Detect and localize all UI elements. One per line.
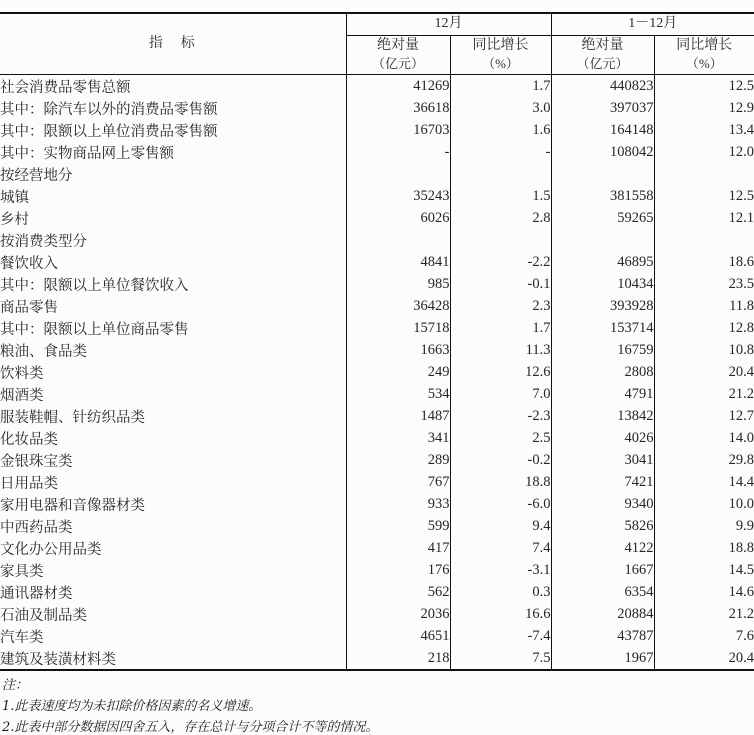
row-ytd-absolute-value: 4791 bbox=[551, 383, 654, 405]
row-ytd-absolute-value: 6354 bbox=[551, 581, 654, 603]
row-ytd-yoy-value: 12.5 bbox=[654, 185, 754, 207]
row-dec-yoy-value: 2.3 bbox=[450, 295, 551, 317]
retail-stats-table bbox=[0, 12, 754, 671]
table-header bbox=[0, 13, 754, 75]
row-dec-absolute-value: 36428 bbox=[346, 295, 450, 317]
row-ytd-absolute-value: 4026 bbox=[551, 427, 654, 449]
row-ytd-absolute-value: 2808 bbox=[551, 361, 654, 383]
row-ytd-yoy-value: 29.8 bbox=[654, 449, 754, 471]
row-indicator-label: 服装鞋帽、针纺织品类 bbox=[0, 409, 145, 426]
row-dec-yoy-value: 7.0 bbox=[450, 383, 551, 405]
row-ytd-yoy-value: 18.8 bbox=[654, 537, 754, 559]
row-ytd-yoy-value: 14.4 bbox=[654, 471, 754, 493]
header-abs-label: 绝对量 bbox=[581, 38, 624, 54]
row-dec-absolute-value: 4841 bbox=[346, 251, 450, 273]
row-dec-yoy-value: 7.5 bbox=[450, 647, 551, 670]
row-dec-yoy-value: 18.8 bbox=[450, 471, 551, 493]
row-dec-absolute-value: 16703 bbox=[346, 119, 450, 141]
row-dec-yoy-value: 16.6 bbox=[450, 603, 551, 625]
row-dec-absolute-value: 341 bbox=[346, 427, 450, 449]
table-row bbox=[0, 559, 754, 581]
table-row bbox=[0, 405, 754, 427]
row-indicator-label: 其中：除汽车以外的消费品零售额 bbox=[0, 101, 218, 118]
table-row bbox=[0, 603, 754, 625]
header-yoy-unit: （%） bbox=[685, 55, 723, 71]
row-dec-yoy-value bbox=[450, 163, 551, 185]
row-ytd-yoy-value: 14.5 bbox=[654, 559, 754, 581]
row-dec-absolute-value: 15718 bbox=[346, 317, 450, 339]
row-dec-yoy-value: 1.7 bbox=[450, 317, 551, 339]
row-ytd-yoy-value: 12.7 bbox=[654, 405, 754, 427]
row-ytd-absolute-value: 43787 bbox=[551, 625, 654, 647]
row-ytd-yoy-value: 10.8 bbox=[654, 339, 754, 361]
row-dec-yoy-value: -7.4 bbox=[450, 625, 551, 647]
row-indicator-label: 商品零售 bbox=[0, 299, 58, 316]
row-indicator-label: 文化办公用品类 bbox=[0, 541, 102, 558]
row-ytd-absolute-value: 10434 bbox=[551, 273, 654, 295]
row-ytd-yoy-value: 21.2 bbox=[654, 383, 754, 405]
row-dec-yoy-value: 1.7 bbox=[450, 75, 551, 98]
row-dec-yoy-value: 12.6 bbox=[450, 361, 551, 383]
row-dec-yoy-value: -2.3 bbox=[450, 405, 551, 427]
row-indicator-label: 家用电器和音像器材类 bbox=[0, 497, 145, 514]
header-abs-unit: （亿元） bbox=[371, 55, 424, 71]
row-indicator-label: 日用品类 bbox=[0, 475, 58, 492]
row-indicator-label: 按消费类型分 bbox=[0, 233, 87, 250]
header-dec-yoy bbox=[450, 36, 551, 75]
row-ytd-yoy-value: 20.4 bbox=[654, 361, 754, 383]
header-yoy-label: 同比增长 bbox=[472, 38, 529, 54]
row-ytd-absolute-value: 108042 bbox=[551, 141, 654, 163]
row-indicator-label: 按经营地分 bbox=[0, 167, 73, 184]
row-dec-absolute-value: 2036 bbox=[346, 603, 450, 625]
row-ytd-absolute-value: 7421 bbox=[551, 471, 654, 493]
header-group-december: 12月 bbox=[346, 13, 551, 36]
row-dec-yoy-value: -3.1 bbox=[450, 559, 551, 581]
row-ytd-absolute-value: 440823 bbox=[551, 75, 654, 98]
row-indicator-label: 饮料类 bbox=[0, 365, 44, 382]
header-yoy-unit: （%） bbox=[482, 55, 519, 71]
table-row bbox=[0, 317, 754, 339]
row-ytd-absolute-value: 46895 bbox=[551, 251, 654, 273]
row-indicator-label: 烟酒类 bbox=[0, 387, 44, 404]
row-dec-yoy-value: 2.5 bbox=[450, 427, 551, 449]
row-indicator-label: 石油及制品类 bbox=[0, 607, 87, 624]
row-ytd-yoy-value: 10.0 bbox=[654, 493, 754, 515]
table-row bbox=[0, 97, 754, 119]
row-ytd-absolute-value: 1967 bbox=[551, 647, 654, 670]
row-dec-yoy-value: 1.6 bbox=[450, 119, 551, 141]
header-abs-label: 绝对量 bbox=[377, 38, 419, 54]
row-indicator-label: 金银珠宝类 bbox=[0, 453, 73, 470]
row-ytd-yoy-value: 13.4 bbox=[654, 119, 754, 141]
row-indicator-label: 其中：实物商品网上零售额 bbox=[0, 145, 174, 162]
row-dec-yoy-value: -0.2 bbox=[450, 449, 551, 471]
row-ytd-yoy-value: 12.9 bbox=[654, 97, 754, 119]
row-ytd-yoy-value: 11.8 bbox=[654, 295, 754, 317]
row-indicator-label: 化妆品类 bbox=[0, 431, 58, 448]
row-dec-yoy-value: 2.8 bbox=[450, 207, 551, 229]
row-ytd-yoy-value: 23.5 bbox=[654, 273, 754, 295]
row-ytd-yoy-value: 12.0 bbox=[654, 141, 754, 163]
table-row bbox=[0, 427, 754, 449]
row-dec-yoy-value: -2.2 bbox=[450, 251, 551, 273]
row-ytd-absolute-value: 381558 bbox=[551, 185, 654, 207]
row-ytd-absolute-value: 9340 bbox=[551, 493, 654, 515]
row-ytd-absolute-value bbox=[551, 163, 654, 185]
row-dec-absolute-value: 6026 bbox=[346, 207, 450, 229]
row-dec-absolute-value: 933 bbox=[346, 493, 450, 515]
row-dec-absolute-value bbox=[346, 229, 450, 251]
row-ytd-absolute-value: 13842 bbox=[551, 405, 654, 427]
row-ytd-absolute-value bbox=[551, 229, 654, 251]
table-row bbox=[0, 185, 754, 207]
row-dec-yoy-value: -0.1 bbox=[450, 273, 551, 295]
notes-title: 注： bbox=[2, 678, 29, 693]
table-row bbox=[0, 537, 754, 559]
table-row bbox=[0, 515, 754, 537]
row-ytd-yoy-value: 12.8 bbox=[654, 317, 754, 339]
row-indicator-label: 餐饮收入 bbox=[0, 255, 58, 272]
header-yoy-label: 同比增长 bbox=[676, 38, 733, 54]
table-row bbox=[0, 119, 754, 141]
row-ytd-yoy-value: 7.6 bbox=[654, 625, 754, 647]
row-ytd-yoy-value: 21.2 bbox=[654, 603, 754, 625]
row-dec-yoy-value: 11.3 bbox=[450, 339, 551, 361]
row-dec-absolute-value: 1663 bbox=[346, 339, 450, 361]
row-dec-absolute-value: 562 bbox=[346, 581, 450, 603]
row-dec-yoy-value: 7.4 bbox=[450, 537, 551, 559]
table-row bbox=[0, 207, 754, 229]
row-ytd-absolute-value: 59265 bbox=[551, 207, 654, 229]
table-row bbox=[0, 383, 754, 405]
row-dec-absolute-value: 218 bbox=[346, 647, 450, 670]
row-ytd-absolute-value: 20884 bbox=[551, 603, 654, 625]
row-indicator-label: 粮油、食品类 bbox=[0, 343, 87, 360]
row-indicator-label: 乡村 bbox=[0, 211, 29, 228]
row-dec-yoy-value bbox=[450, 229, 551, 251]
table-row bbox=[0, 273, 754, 295]
table-row bbox=[0, 581, 754, 603]
row-ytd-absolute-value: 3041 bbox=[551, 449, 654, 471]
table-row bbox=[0, 493, 754, 515]
table-row bbox=[0, 229, 754, 251]
header-indicator: 指 标 bbox=[0, 13, 346, 75]
table-row bbox=[0, 163, 754, 185]
table-row bbox=[0, 295, 754, 317]
table-row bbox=[0, 625, 754, 647]
row-ytd-absolute-value: 1667 bbox=[551, 559, 654, 581]
row-dec-yoy-value: - bbox=[450, 141, 551, 163]
row-dec-yoy-value: 0.3 bbox=[450, 581, 551, 603]
row-indicator-label: 建筑及装潢材料类 bbox=[0, 651, 116, 668]
row-dec-yoy-value: 3.0 bbox=[450, 97, 551, 119]
table-row bbox=[0, 449, 754, 471]
row-dec-absolute-value bbox=[346, 163, 450, 185]
row-ytd-absolute-value: 4122 bbox=[551, 537, 654, 559]
row-ytd-absolute-value: 153714 bbox=[551, 317, 654, 339]
row-dec-absolute-value: - bbox=[346, 141, 450, 163]
table-row bbox=[0, 361, 754, 383]
row-indicator-label: 通讯器材类 bbox=[0, 585, 73, 602]
row-ytd-yoy-value bbox=[654, 229, 754, 251]
row-ytd-yoy-value: 9.9 bbox=[654, 515, 754, 537]
row-ytd-absolute-value: 16759 bbox=[551, 339, 654, 361]
row-dec-absolute-value: 249 bbox=[346, 361, 450, 383]
row-dec-absolute-value: 176 bbox=[346, 559, 450, 581]
row-ytd-absolute-value: 5826 bbox=[551, 515, 654, 537]
table-row bbox=[0, 75, 754, 98]
row-dec-absolute-value: 35243 bbox=[346, 185, 450, 207]
note-item-2: 2.此表中部分数据因四舍五入，存在总计与分项合计不等的情况。 bbox=[2, 720, 379, 735]
row-indicator-label: 家具类 bbox=[0, 563, 44, 580]
row-dec-absolute-value: 4651 bbox=[346, 625, 450, 647]
table-row bbox=[0, 647, 754, 670]
row-dec-absolute-value: 534 bbox=[346, 383, 450, 405]
row-ytd-yoy-value: 14.6 bbox=[654, 581, 754, 603]
row-dec-absolute-value: 767 bbox=[346, 471, 450, 493]
table-body bbox=[0, 75, 754, 671]
row-ytd-absolute-value: 164148 bbox=[551, 119, 654, 141]
row-dec-absolute-value: 417 bbox=[346, 537, 450, 559]
note-item-1: 1.此表速度均为未扣除价格因素的名义增速。 bbox=[2, 699, 262, 714]
table-row bbox=[0, 339, 754, 361]
row-dec-yoy-value: 9.4 bbox=[450, 515, 551, 537]
row-ytd-yoy-value: 14.0 bbox=[654, 427, 754, 449]
table-row bbox=[0, 251, 754, 273]
row-ytd-yoy-value: 20.4 bbox=[654, 647, 754, 670]
row-indicator-label: 其中：限额以上单位消费品零售额 bbox=[0, 123, 218, 140]
row-dec-absolute-value: 289 bbox=[346, 449, 450, 471]
row-dec-absolute-value: 36618 bbox=[346, 97, 450, 119]
row-dec-absolute-value: 985 bbox=[346, 273, 450, 295]
row-ytd-yoy-value bbox=[654, 163, 754, 185]
table-row bbox=[0, 141, 754, 163]
row-ytd-absolute-value: 397037 bbox=[551, 97, 654, 119]
row-ytd-yoy-value: 18.6 bbox=[654, 251, 754, 273]
row-ytd-yoy-value: 12.5 bbox=[654, 75, 754, 98]
row-indicator-label: 其中：限额以上单位餐饮收入 bbox=[0, 277, 189, 294]
table-row bbox=[0, 471, 754, 493]
row-dec-absolute-value: 41269 bbox=[346, 75, 450, 98]
row-dec-yoy-value: 1.5 bbox=[450, 185, 551, 207]
row-ytd-absolute-value: 393928 bbox=[551, 295, 654, 317]
header-abs-unit: （亿元） bbox=[576, 55, 629, 71]
row-indicator-label: 社会消费品零售总额 bbox=[0, 79, 131, 96]
row-dec-absolute-value: 599 bbox=[346, 515, 450, 537]
header-group-jan-dec: 1－12月 bbox=[551, 13, 754, 36]
row-ytd-yoy-value: 12.1 bbox=[654, 207, 754, 229]
header-ytd-yoy bbox=[654, 36, 754, 75]
row-dec-yoy-value: -6.0 bbox=[450, 493, 551, 515]
table-notes bbox=[0, 675, 754, 735]
row-dec-absolute-value: 1487 bbox=[346, 405, 450, 427]
header-ytd-absolute bbox=[551, 36, 654, 75]
header-dec-absolute bbox=[346, 36, 450, 75]
row-indicator-label: 汽车类 bbox=[0, 629, 44, 646]
row-indicator-label: 其中：限额以上单位商品零售 bbox=[0, 321, 189, 338]
row-indicator-label: 城镇 bbox=[0, 189, 29, 206]
row-indicator-label: 中西药品类 bbox=[0, 519, 73, 536]
